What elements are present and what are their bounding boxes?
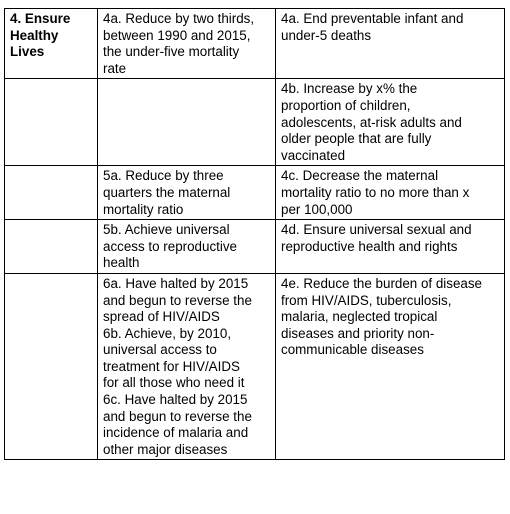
target-line: and begun to reverse the xyxy=(103,292,252,308)
sdg-target-cell xyxy=(276,220,505,274)
target-line: incidence of malaria and xyxy=(103,425,249,441)
goal-title-line: Lives xyxy=(10,44,45,60)
target-line: 5a. Reduce by three xyxy=(103,168,224,184)
target-4a-sdg xyxy=(281,11,500,44)
target-line: the under-five mortality xyxy=(103,44,240,60)
target-line: treatment for HIV/AIDS xyxy=(103,358,240,374)
target-line: 4c. Decrease the maternal xyxy=(281,168,439,184)
target-6b-mdg xyxy=(103,326,271,392)
target-line: reproductive health and rights xyxy=(281,238,458,254)
target-line: between 1990 and 2015, xyxy=(103,27,251,43)
goal-cell xyxy=(5,220,98,274)
goal-cell xyxy=(5,79,98,166)
target-line: mortality ratio to no more than x xyxy=(281,184,470,200)
target-4e-sdg xyxy=(281,276,500,359)
sdg-target-cell xyxy=(276,166,505,220)
target-line: proportion of children, xyxy=(281,97,411,113)
target-line: from HIV/AIDS, tuberculosis, xyxy=(281,292,452,308)
target-line: 4a. End preventable infant and xyxy=(281,11,464,26)
target-4a-mdg xyxy=(103,11,271,77)
target-line: older people that are fully xyxy=(281,131,432,147)
mdg-target-cell xyxy=(98,166,276,220)
target-line: other major diseases xyxy=(103,441,228,457)
mdg-target-cell xyxy=(98,79,276,166)
target-line: for all those who need it xyxy=(103,375,245,391)
target-line: quarters the maternal xyxy=(103,184,231,200)
goal-cell xyxy=(5,9,98,79)
target-line: rate xyxy=(103,60,127,76)
target-line: 4e. Reduce the burden of disease xyxy=(281,275,483,291)
table-row xyxy=(5,9,505,79)
table-row xyxy=(5,166,505,220)
target-line: 4a. Reduce by two thirds, xyxy=(103,11,255,26)
target-line: and begun to reverse the xyxy=(103,408,252,424)
target-line: under-5 deaths xyxy=(281,27,372,43)
target-line: malaria, neglected tropical xyxy=(281,309,438,325)
target-line: universal access to xyxy=(103,342,217,358)
target-line: 5b. Achieve universal xyxy=(103,222,230,238)
sdg-target-cell xyxy=(276,273,505,460)
goals-table xyxy=(4,8,505,460)
goal-title-line: 4. Ensure xyxy=(10,11,71,26)
target-5a-mdg xyxy=(103,168,271,218)
goal-cell xyxy=(5,166,98,220)
target-4b-sdg xyxy=(281,81,500,164)
target-line: 6c. Have halted by 2015 xyxy=(103,392,248,408)
table-row xyxy=(5,79,505,166)
target-line: 6a. Have halted by 2015 xyxy=(103,275,249,291)
mdg-target-cell xyxy=(98,220,276,274)
target-line: diseases and priority non- xyxy=(281,325,435,341)
target-line: spread of HIV/AIDS xyxy=(103,309,220,325)
goal-cell xyxy=(5,273,98,460)
sdg-target-cell xyxy=(276,79,505,166)
target-line: adolescents, at-risk adults and xyxy=(281,114,462,130)
target-4d-sdg xyxy=(281,222,500,255)
mdg-target-cell xyxy=(98,9,276,79)
target-line: 4d. Ensure universal sexual and xyxy=(281,222,472,238)
goal-title-line: Healthy xyxy=(10,27,59,43)
mdg-target-cell xyxy=(98,273,276,460)
target-line: access to reproductive xyxy=(103,238,237,254)
target-line: 6b. Achieve, by 2010, xyxy=(103,325,232,341)
target-line: 4b. Increase by x% the xyxy=(281,81,418,97)
target-line: vaccinated xyxy=(281,147,346,163)
target-line: per 100,000 xyxy=(281,201,353,217)
target-5b-mdg xyxy=(103,222,271,272)
target-line: health xyxy=(103,255,140,271)
target-4c-sdg xyxy=(281,168,500,218)
table-row xyxy=(5,220,505,274)
sdg-target-cell xyxy=(276,9,505,79)
target-line: communicable diseases xyxy=(281,342,424,358)
target-6c-mdg xyxy=(103,392,271,458)
table-row xyxy=(5,273,505,460)
target-6a-mdg xyxy=(103,276,271,326)
target-line: mortality ratio xyxy=(103,201,184,217)
